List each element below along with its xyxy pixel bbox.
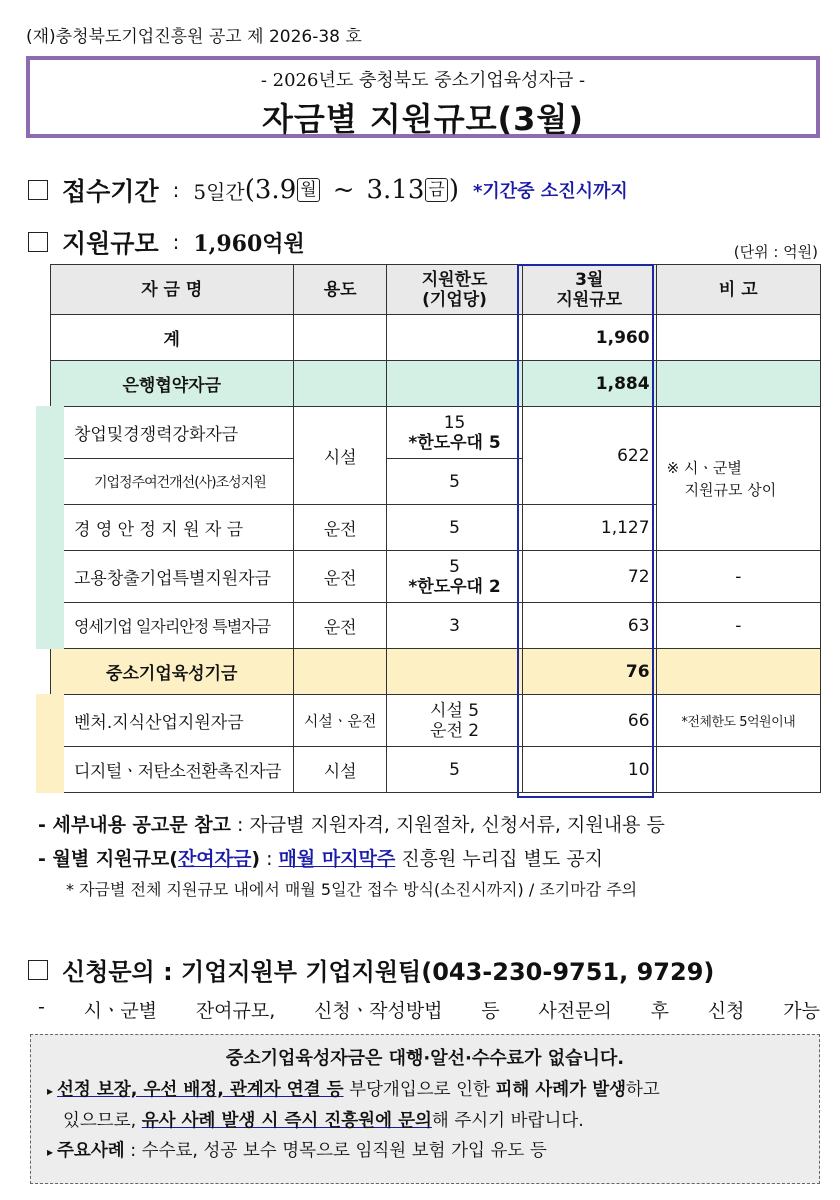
unit-label: (단위 : 억원) xyxy=(733,243,818,261)
period-start: 3.9 xyxy=(254,175,297,205)
header-march-line1: 3월 xyxy=(575,269,604,290)
employ-use: 운전 xyxy=(294,551,387,603)
employ-limit-line1: 5 xyxy=(449,556,460,577)
inquiry-word: 가능 xyxy=(783,1000,820,1022)
startup-remark-line1: ※ 시ㆍ군별 xyxy=(666,458,742,477)
warning-line-1 xyxy=(47,1075,803,1106)
env-limit: 5 xyxy=(387,459,523,505)
period-open-paren: ( xyxy=(244,175,255,205)
header-remark: 비 고 xyxy=(656,265,820,315)
scale-label: 지원규모 xyxy=(62,229,159,258)
note-monthly-c: ) xyxy=(251,848,261,870)
warning-l2-c: 해 주시기 바랍니다. xyxy=(431,1111,584,1131)
header-march-line2: 지원규모 xyxy=(556,289,623,310)
venture-limit xyxy=(387,695,523,747)
inquiry-word: 신청ㆍ작성방법 xyxy=(314,1000,443,1022)
header-limit-line1: 지원한도 xyxy=(421,269,488,290)
small-limit: 3 xyxy=(387,603,523,649)
notes-section xyxy=(38,808,818,904)
venture-remark: *전체한도 5억원이내 xyxy=(656,695,820,747)
startup-limit-line2: *한도우대 5 xyxy=(408,432,501,453)
note-monthly xyxy=(38,842,818,876)
warning-l2-b: 유사 사례 발생 시 즉시 진흥원에 문의 xyxy=(141,1111,432,1131)
startup-limit xyxy=(387,407,523,459)
inquiry-word: 후 xyxy=(650,1000,669,1022)
period-end-day: 금 xyxy=(425,178,447,202)
header-name: 자 금 명 xyxy=(50,265,294,315)
sme-fund-amount: 76 xyxy=(522,649,656,695)
total-name: 계 xyxy=(50,315,294,361)
table-row-total xyxy=(50,315,821,361)
inquiry-word: 신청 xyxy=(707,1000,745,1022)
digital-use: 시설 xyxy=(294,747,387,793)
table-header-row xyxy=(50,265,821,315)
warning-l1-a: 선정 보장, 우선 배정, 관계자 연결 등 xyxy=(57,1080,344,1100)
title-subtitle: - 2026년도 충청북도 중소기업육성자금 - xyxy=(260,70,586,91)
small-remark: - xyxy=(656,603,820,649)
mgmt-use: 운전 xyxy=(294,505,387,551)
checkbox-square-icon xyxy=(28,232,48,252)
warning-title: 중소기업육성자금은 대행·알선·수수료가 없습니다. xyxy=(225,1048,625,1069)
inquiry-section xyxy=(28,952,714,987)
bank-amount: 1,884 xyxy=(522,361,656,407)
inquiry-word: 잔여규모, xyxy=(195,1000,276,1022)
page-title: 자금별 지원규모(3월) xyxy=(262,100,584,138)
employ-limit xyxy=(387,551,523,603)
header-use: 용도 xyxy=(294,265,387,315)
startup-remark-line2: 지원규모 상이 xyxy=(684,480,777,499)
fund-table xyxy=(36,264,821,793)
startup-remark xyxy=(656,407,820,551)
period-label: 접수기간 xyxy=(62,177,159,206)
warning-line-2 xyxy=(47,1106,803,1136)
warning-l3-b: : 수수료, 성공 보수 명목으로 임직원 보험 가입 유도 등 xyxy=(124,1141,547,1161)
mgmt-name: 경 영 안 정 지 원 자 금 xyxy=(50,505,294,551)
venture-name: 벤처.지식산업지원자금 xyxy=(50,695,294,747)
digital-amount: 10 xyxy=(522,747,656,793)
startup-limit-line1: 15 xyxy=(443,412,466,433)
note-star: * 자금별 전체 지원규모 내에서 매월 5일간 접수 방식(소진시까지) / 조기마감 주의 xyxy=(66,880,638,899)
digital-name: 디지털ㆍ저탄소전환촉진자금 xyxy=(50,747,294,793)
env-name: 기업정주여건개선(사)조성지원 xyxy=(50,459,294,505)
inquiry-word: - xyxy=(38,996,45,1018)
note-monthly-lastweek: 매월 마지막주 xyxy=(278,848,396,870)
note-detail-rest: : 자금별 지원자격, 지원절차, 신청서류, 지원내용 등 xyxy=(230,814,665,836)
startup-amount: 622 xyxy=(522,407,656,505)
table-row-sme-fund xyxy=(50,649,821,695)
venture-amount: 66 xyxy=(522,695,656,747)
note-monthly-rest: 진흥원 누리집 별도 공지 xyxy=(395,848,603,870)
header-limit xyxy=(387,265,523,315)
inquiry-heading: 신청문의 : 기업지원부 기업지원팀(043-230-9751, 9729) xyxy=(62,958,715,986)
warning-l1-d: 하고 xyxy=(626,1080,660,1100)
startup-use: 시설 xyxy=(294,407,387,505)
header-march xyxy=(522,265,656,315)
period-tilde: ~ xyxy=(332,175,355,205)
period-start-day: 월 xyxy=(297,178,319,202)
employ-limit-line2: *한도우대 2 xyxy=(408,576,501,597)
period-end: 3.13 xyxy=(366,175,425,205)
bank-name: 은행협약자금 xyxy=(50,361,294,407)
checkbox-square-icon xyxy=(28,180,48,200)
notice-number: (재)충청북도기업진흥원 공고 제 2026-38 호 xyxy=(26,27,362,47)
warning-l3-a: 주요사례 xyxy=(57,1141,125,1161)
small-use: 운전 xyxy=(294,603,387,649)
employ-name: 고용창출기업특별지원자금 xyxy=(50,551,294,603)
period-note: *기간중 소진시까지 xyxy=(472,181,628,202)
header-limit-line2: (기업당) xyxy=(422,289,487,310)
triangle-bullet-icon: ▸ xyxy=(47,1084,54,1098)
startup-name: 창업및경쟁력강화자금 xyxy=(50,407,294,459)
period-section xyxy=(28,172,628,208)
triangle-bullet-icon: ▸ xyxy=(47,1145,54,1159)
scale-section xyxy=(28,224,305,260)
table-row-startup xyxy=(50,407,821,459)
table-row-bank xyxy=(50,361,821,407)
inquiry-word: 사전문의 xyxy=(538,1000,612,1022)
note-detail xyxy=(38,808,818,842)
inquiry-word: 시ㆍ군별 xyxy=(83,1000,158,1022)
venture-limit-line2: 운전 2 xyxy=(430,720,480,741)
total-amount: 1,960 xyxy=(522,315,656,361)
table-row-digital xyxy=(50,747,821,793)
note-detail-bold: - 세부내용 공고문 참고 xyxy=(38,814,231,836)
table-row-employ xyxy=(50,551,821,603)
venture-limit-line1: 시설 5 xyxy=(430,700,480,721)
warning-box xyxy=(30,1034,820,1184)
digital-limit: 5 xyxy=(387,747,523,793)
warning-line-3 xyxy=(47,1136,803,1167)
note-monthly-colon: : xyxy=(260,848,279,870)
sme-fund-name: 중소기업육성기금 xyxy=(50,649,294,695)
period-colon: : xyxy=(172,178,180,202)
period-close-paren: ) xyxy=(448,175,459,205)
inquiry-word: 등 xyxy=(481,1000,500,1022)
mgmt-limit: 5 xyxy=(387,505,523,551)
warning-l2-a: 있으므로, xyxy=(63,1111,142,1131)
small-amount: 63 xyxy=(522,603,656,649)
title-box xyxy=(26,56,820,138)
warning-l1-c: 피해 사례가 발생 xyxy=(495,1080,627,1100)
period-days: 5일간 xyxy=(193,179,245,204)
employ-amount: 72 xyxy=(522,551,656,603)
table-row-small xyxy=(50,603,821,649)
employ-remark: - xyxy=(656,551,820,603)
scale-value: 1,960억원 xyxy=(193,230,305,257)
mgmt-amount: 1,127 xyxy=(522,505,656,551)
note-monthly-remaining: 잔여자금 xyxy=(177,848,252,870)
warning-l1-b: 부당개입으로 인한 xyxy=(343,1080,496,1100)
note-monthly-a: - 월별 지원규모( xyxy=(38,848,178,870)
small-name: 영세기업 일자리안정 특별자금 xyxy=(50,603,294,649)
inquiry-subline xyxy=(38,996,820,1023)
scale-colon: : xyxy=(172,230,180,254)
venture-use: 시설ㆍ운전 xyxy=(294,695,387,747)
table-row-venture xyxy=(50,695,821,747)
checkbox-square-icon xyxy=(28,960,48,980)
